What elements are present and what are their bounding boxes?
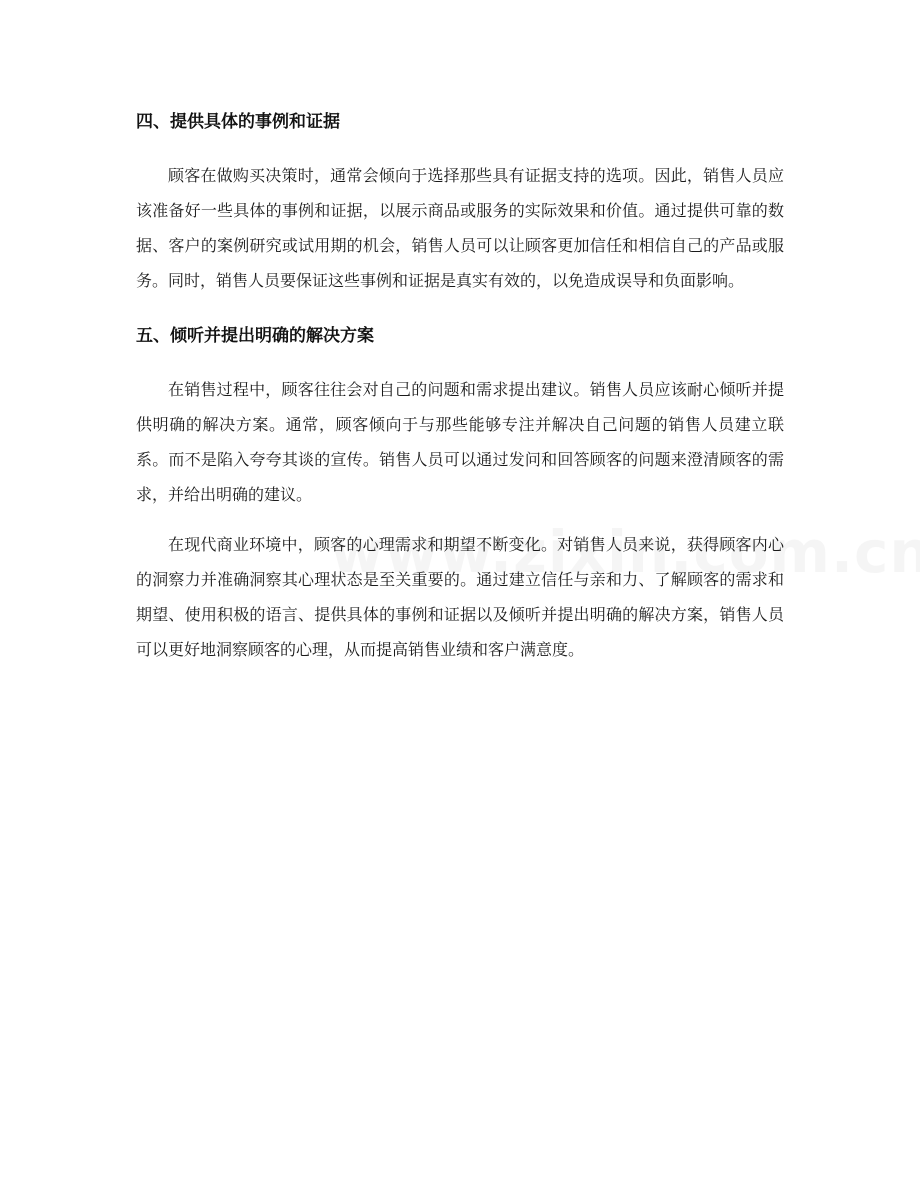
section-heading-4: 四、提供具体的事例和证据 [136,112,340,132]
section-5-paragraph-1: 在销售过程中，顾客往往会对自己的问题和需求提出建议。销售人员应该耐心倾听并提供明确的解决方案。通常，顾客倾向于与那些能够专注并解决自己问题的销售人员建立联系。而不是陷入夸夸其谈的宣传。销售人员可以通过发问和回答顾客的问题来澄清顾客的需求，并给出明确的建议。 [136,380,784,504]
document-body [136,100,784,667]
section-5-paragraph-2: 在现代商业环境中，顾客的心理需求和期望不断变化。对销售人员来说，获得顾客内心的洞察力并准确洞察其心理状态是至关重要的。通过建立信任与亲和力、了解顾客的需求和期望、使用积极的语言、提供具体的事例和证据以及倾听并提出明确的解决方案，销售人员可以更好地洞察顾客的心理，从而提高销售业绩和客户满意度。 [136,535,784,659]
section-4-paragraph: 顾客在做购买决策时，通常会倾向于选择那些具有证据支持的选项。因此，销售人员应该准备好一些具体的事例和证据，以展示商品或服务的实际效果和价值。通过提供可靠的数据、客户的案例研究或试用期的机会，销售人员可以让顾客更加信任和相信自己的产品或服务。同时，销售人员要保证这些事例和证据是真实有效的，以免造成误导和负面影响。 [136,166,784,290]
section-heading-5: 五、倾听并提出明确的解决方案 [136,326,374,346]
